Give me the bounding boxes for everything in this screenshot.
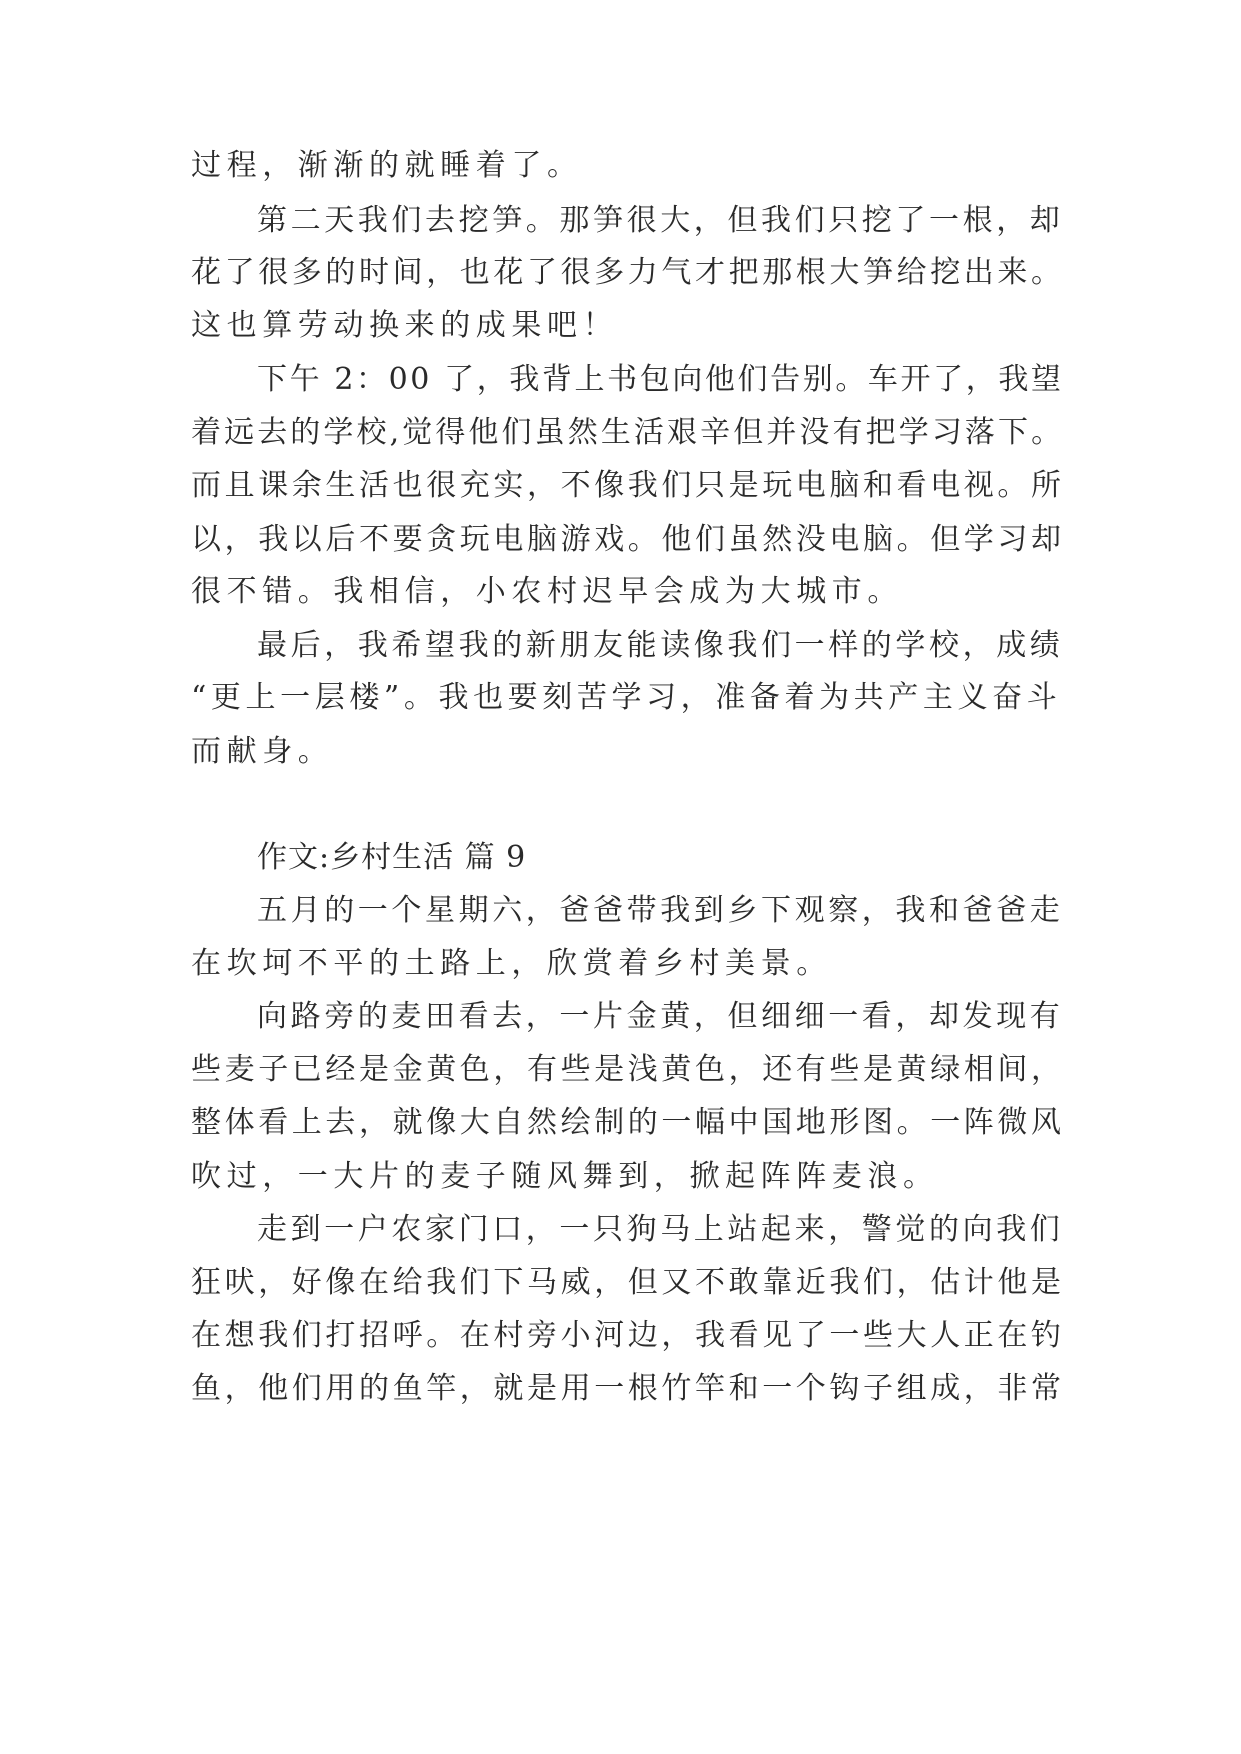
- paragraph-line: 向路旁的麦田看去，一片金黄，但细细一看，却发现有: [257, 999, 1064, 1034]
- paragraph-line: 鱼，他们用的鱼竿，就是用一根竹竿和一个钩子组成，非常: [191, 1371, 1065, 1406]
- paragraph-line: 走到一户农家门口，一只狗马上站起来，警觉的向我们: [257, 1212, 1064, 1247]
- paragraph-line: 五月的一个星期六，爸爸带我到乡下观察，我和爸爸走: [257, 893, 1064, 928]
- paragraph-line: 着远去的学校,觉得他们虽然生活艰辛但并没有把学习落下。: [191, 415, 1065, 450]
- paragraph-line: 些麦子已经是金黄色，有些是浅黄色，还有些是黄绿相间，: [191, 1052, 1065, 1087]
- paragraph-line: 在想我们打招呼。在村旁小河边，我看见了一些大人正在钓: [191, 1318, 1065, 1353]
- paragraph-line: 狂吠，好像在给我们下马威，但又不敢靠近我们，估计他是: [191, 1265, 1065, 1300]
- paragraph-line: 第二天我们去挖笋。那笋很大，但我们只挖了一根，却: [257, 203, 1064, 238]
- paragraph-line: “更上一层楼”。我也要刻苦学习，准备着为共产主义奋斗: [191, 680, 1062, 715]
- paragraph-line: 吹过，一大片的麦子随风舞到，掀起阵阵麦浪。: [191, 1159, 939, 1194]
- paragraph-line: 以，我以后不要贪玩电脑游戏。他们虽然没电脑。但学习却: [191, 522, 1065, 557]
- paragraph-line: 在坎坷不平的土路上，欣赏着乡村美景。: [191, 946, 832, 981]
- section-heading: 作文:乡村生活 篇 9: [257, 840, 527, 875]
- paragraph-line: 这也算劳动换来的成果吧！: [191, 308, 619, 343]
- paragraph-line: 下午 2：00 了，我背上书包向他们告别。车开了，我望: [257, 362, 1064, 397]
- paragraph-line: 花了很多的时间，也花了很多力气才把那根大笋给挖出来。: [191, 255, 1065, 290]
- paragraph-line: 而且课余生活也很充实，不像我们只是玩电脑和看电视。所: [191, 468, 1065, 503]
- paragraph-line: 最后，我希望我的新朋友能读像我们一样的学校，成绩: [257, 628, 1064, 663]
- paragraph-line: 过程，渐渐的就睡着了。: [191, 148, 583, 183]
- paragraph-line: 整体看上去，就像大自然绘制的一幅中国地形图。一阵微风: [191, 1105, 1065, 1140]
- paragraph-line: 很不错。我相信，小农村迟早会成为大城市。: [191, 574, 903, 609]
- paragraph-line: 而献身。: [191, 734, 334, 769]
